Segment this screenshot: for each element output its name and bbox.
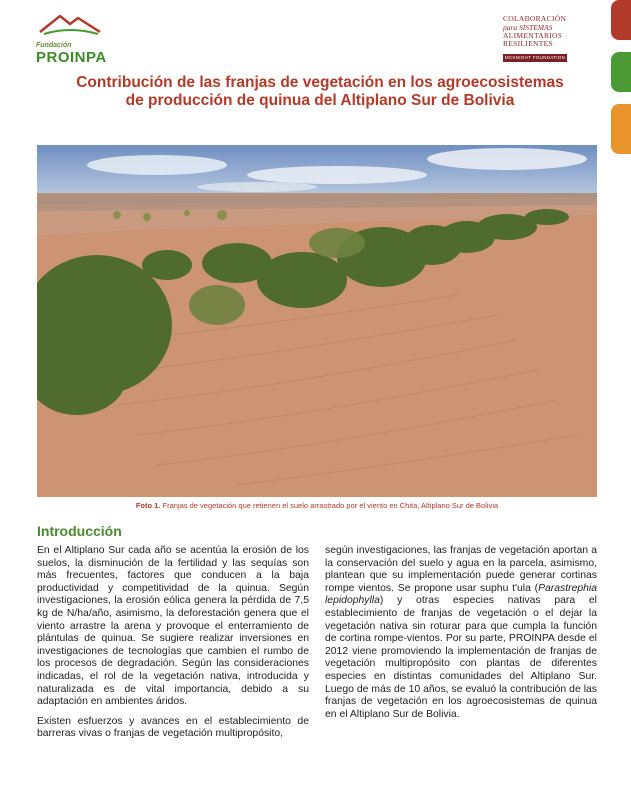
logo-proinpa-text: PROINPA xyxy=(36,49,107,66)
photo-caption xyxy=(37,501,597,510)
species-name: Parastrephia lepidophylla xyxy=(325,582,597,607)
text-column-left xyxy=(37,545,309,748)
paragraph-3-part-a: según investigaciones, las franjas de vegetación aportan a la conservación del suelo y agua en la parcela, asimismo, plantean que su implementación puede generar cortinas rompe vientos. Se propone usar suphu t'ula ( xyxy=(325,545,597,594)
landscape-photo-icon xyxy=(37,145,597,497)
caption-label: Foto 1. xyxy=(135,501,161,510)
mountain-logo-icon xyxy=(38,12,102,36)
collaboration-logo xyxy=(503,14,585,62)
decor-tab-red xyxy=(611,0,631,40)
section-heading: Introducción xyxy=(37,523,122,539)
paragraph-3 xyxy=(325,545,597,721)
paragraph-3-part-b: ) y otras especies nativas para el establecimiento de franjas de vegetación o el dejar la vegetación nativa sin roturar para que cumpla la función de cortina rompe-vientos. Por su parte, PROINPA desde el 2012 viene promoviendo la implementación de franjas de vegetación multipropósito con plantas de diferentes especies en distintas comunidades del Altiplano Sur. Luego de más de 10 años, se evaluó la contribución de las franjas de vegetación en los agroecosistemas de quinua en el Altiplano Sur de Bolivia. xyxy=(325,595,597,720)
paragraph-1: En el Altiplano Sur cada año se acentúa la erosión de los suelos, la disminución de la fertilidad y las sequías son más frecuentes, factores que conducen a la baja productividad y competitividad de la quinua. Según investigaciones, la erosión eólica genera la pérdida de 7,5 kg de N/ha/año, asimismo, la deforestación genera que el viento arrastre la arena y provoque el enterramiento de plántulas de quinua. Se sugiere realizar inversiones en investigaciones de tecnologías que cambien el rumbo de los procesos de degradación. Según las consideraciones indicadas, el rol de la vegetación nativa, introducida y naturalizada es de vital importancia, debido a su adaptación en ambientes áridos. xyxy=(37,545,309,708)
logo-line-3: ALIMENTARIOS xyxy=(503,31,563,40)
decor-tab-orange xyxy=(611,104,631,154)
logo-line-1: COLABORACIÓN xyxy=(503,14,567,23)
logo-line-4: RESILIENTES xyxy=(503,39,553,48)
logo-fundacion-text: Fundación xyxy=(36,42,72,49)
logo-line-2: para SISTEMAS xyxy=(503,23,553,32)
text-column-right xyxy=(325,545,597,728)
logo-foundation-bar: MCKNIGHT FOUNDATION xyxy=(504,55,566,60)
proinpa-logo xyxy=(32,12,112,68)
paragraph-2: Existen esfuerzos y avances en el establecimiento de barreras vivas o franjas de vegetación multipropósito, xyxy=(37,715,309,740)
caption-text: Franjas de vegetación que retienen el suelo arrastrado por el viento en Chita, Altiplano Sur de Bolivia xyxy=(162,501,499,510)
page-title: Contribución de las franjas de vegetación en los agroecosistemas de producción de quinua del Altiplano Sur de Bolivia xyxy=(76,74,564,109)
decor-tab-green xyxy=(611,52,631,92)
landscape-photo xyxy=(37,145,597,497)
